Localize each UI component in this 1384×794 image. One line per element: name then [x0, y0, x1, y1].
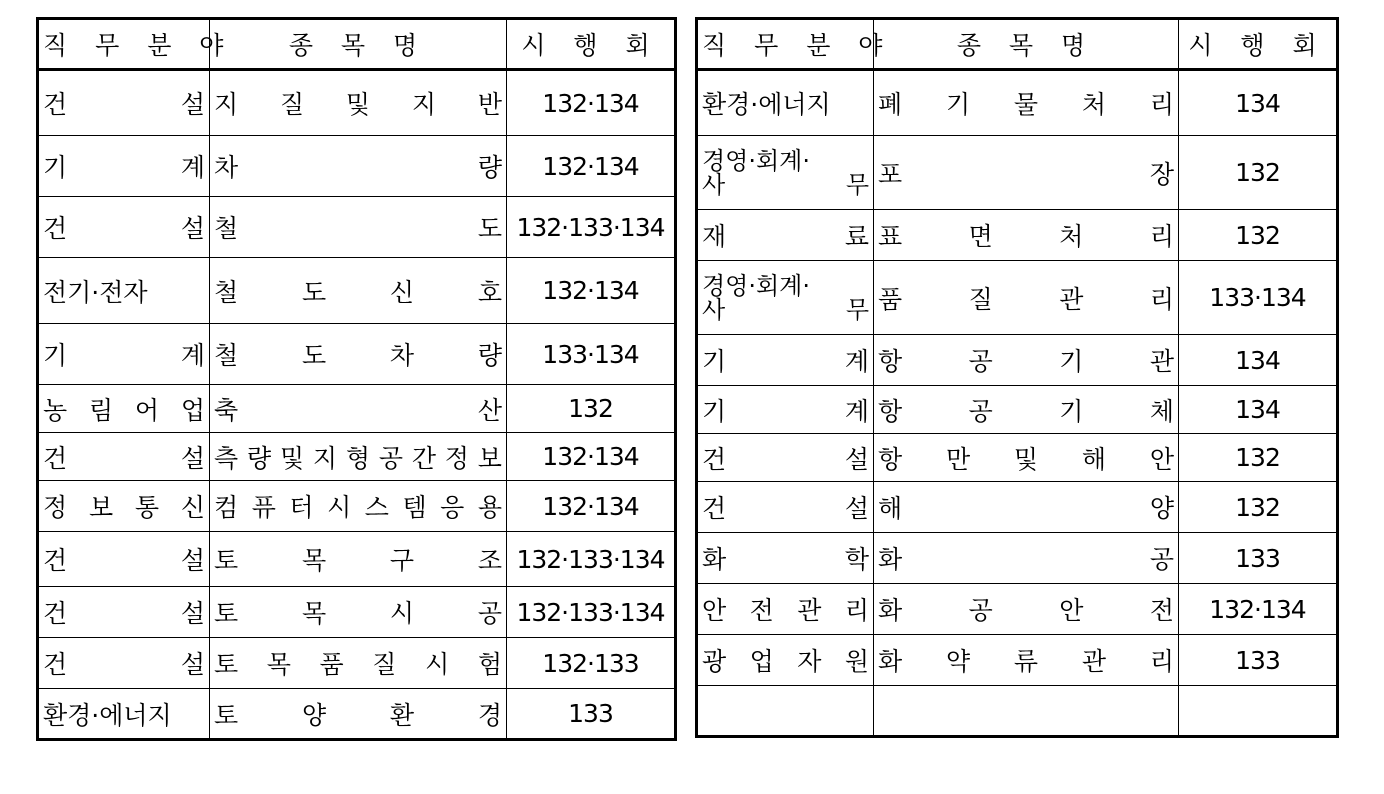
- item-label-part: 응: [440, 493, 465, 522]
- item-cell: [210, 197, 507, 258]
- item-label-part: 철: [214, 341, 239, 370]
- item-cell: [874, 70, 1179, 136]
- field-label: [43, 336, 205, 372]
- item-cell: [874, 261, 1179, 335]
- field-label-part: 재: [702, 222, 727, 251]
- field-cell: [38, 136, 210, 197]
- item-label-part: 품: [878, 284, 903, 314]
- item-label-part: 철: [214, 214, 239, 243]
- item-label: [878, 85, 1174, 121]
- item-label-part: 항: [878, 347, 903, 376]
- field-label: 전기·전자: [43, 277, 148, 307]
- item-label-part: 반: [477, 90, 502, 119]
- table-row: [38, 324, 676, 385]
- field-label-part: 무: [845, 170, 869, 199]
- item-cell: [874, 210, 1179, 261]
- item-label-part: 스: [364, 493, 389, 522]
- item-cell: [874, 635, 1179, 686]
- field-label: [43, 645, 205, 681]
- field-label: [43, 488, 205, 524]
- table-row: [697, 584, 1338, 635]
- header-field: 직 무 분 야: [697, 19, 874, 70]
- session-cell: 132·133·134: [507, 197, 676, 258]
- item-label-part: 처: [1081, 90, 1107, 119]
- item-label-part: 해: [1081, 444, 1107, 474]
- item-label-part: 장: [1149, 159, 1174, 189]
- field-label: [702, 591, 869, 627]
- session-cell: 133·134: [507, 324, 676, 385]
- field-cell: [697, 210, 874, 261]
- session-cell: 134: [1179, 335, 1338, 386]
- session-cell: 132: [507, 385, 676, 433]
- item-label: [214, 148, 502, 184]
- field-label: [702, 489, 869, 525]
- item-label: [214, 336, 502, 372]
- field-label-part: 계: [180, 153, 205, 182]
- field-cell: [38, 258, 210, 324]
- field-label-part: 건: [43, 650, 68, 679]
- item-label-part: 품: [319, 650, 344, 679]
- field-label-part: 업: [749, 647, 774, 676]
- item-label: [878, 217, 1174, 253]
- item-label-part: 터: [289, 493, 314, 522]
- item-cell: [210, 587, 507, 638]
- table-row: [697, 136, 1338, 210]
- field-label-part: 보: [88, 493, 114, 522]
- item-label-part: 및: [1013, 444, 1039, 474]
- item-label-part: 토: [214, 700, 239, 730]
- item-label-part: 목: [301, 599, 327, 628]
- header-session: 시 행 회: [507, 19, 676, 70]
- item-label-part: 항: [878, 396, 903, 426]
- field-cell: [38, 532, 210, 587]
- item-label-part: 양: [301, 700, 327, 730]
- item-label-part: 및: [345, 90, 371, 119]
- item-label-part: 도: [301, 277, 327, 307]
- field-label-part: 업: [180, 395, 205, 425]
- field-cell: [38, 385, 210, 433]
- item-label-part: 공: [968, 396, 993, 426]
- session-cell: 132·134: [1179, 584, 1338, 635]
- table-row: [697, 335, 1338, 386]
- item-label-part: 토: [214, 599, 239, 628]
- item-label-part: 표: [878, 222, 903, 251]
- item-label: [214, 696, 502, 732]
- item-label: [214, 488, 502, 524]
- item-label-part: 정: [444, 443, 469, 473]
- field-label-part: 계: [844, 347, 869, 376]
- table-row: [697, 386, 1338, 434]
- field-cell: [38, 587, 210, 638]
- item-cell: [874, 686, 1179, 737]
- item-label-part: 항: [878, 444, 903, 474]
- item-cell: [874, 335, 1179, 386]
- right-table: [695, 17, 1339, 738]
- field-label-part: 건: [43, 546, 68, 575]
- item-label: [214, 439, 502, 475]
- field-cell: [38, 197, 210, 258]
- item-label-part: 체: [1149, 396, 1174, 426]
- header-session: 시 행 회: [1179, 19, 1338, 70]
- item-cell: [210, 136, 507, 197]
- item-label-part: 전: [1149, 596, 1174, 625]
- field-label-part: 기: [702, 396, 727, 426]
- item-label: [214, 209, 502, 245]
- item-label-part: 화: [878, 647, 903, 676]
- item-cell: [210, 258, 507, 324]
- item-label-part: 시: [389, 599, 415, 628]
- session-cell: 134: [1179, 386, 1338, 434]
- item-label: [878, 591, 1174, 627]
- field-label-line1: 경영·회계·: [702, 146, 810, 175]
- item-label-part: 량: [477, 341, 502, 370]
- item-label-part: 퓨: [251, 493, 276, 522]
- item-label: [214, 645, 502, 681]
- field-label-part: 설: [180, 546, 205, 575]
- item-label-part: 토: [214, 546, 239, 575]
- field-label-part: 림: [88, 395, 114, 425]
- field-cell: [697, 686, 874, 737]
- field-label-part: 기: [702, 347, 727, 376]
- item-cell: [874, 434, 1179, 482]
- item-label-part: 공: [477, 599, 502, 628]
- item-cell: [210, 481, 507, 532]
- table-row: [38, 385, 676, 433]
- item-cell: [210, 70, 507, 136]
- field-label-part: 관: [797, 596, 822, 625]
- item-label-part: 폐: [878, 90, 903, 119]
- field-label: [702, 642, 869, 678]
- item-label: [214, 85, 502, 121]
- item-label-part: 호: [477, 277, 502, 307]
- field-label-part: 건: [702, 494, 727, 523]
- field-label-part: 건: [43, 599, 68, 628]
- item-label-part: 포: [878, 159, 903, 189]
- item-label: [214, 273, 502, 309]
- item-label-part: 목: [266, 650, 291, 679]
- session-cell: 132: [1179, 434, 1338, 482]
- field-label: [702, 146, 869, 199]
- field-label-part: 건: [43, 443, 68, 473]
- item-label-part: 시: [425, 650, 450, 679]
- item-label-part: 험: [477, 650, 502, 679]
- item-label-part: 템: [402, 493, 427, 522]
- field-label-line1: 경영·회계·: [702, 271, 810, 300]
- field-label-part: 원: [844, 647, 869, 676]
- table-row: [38, 587, 676, 638]
- table-row: [38, 689, 676, 740]
- item-label-part: 간: [411, 443, 436, 473]
- session-cell: 132·133: [507, 638, 676, 689]
- item-cell: [874, 482, 1179, 533]
- item-label-part: 기: [945, 90, 971, 119]
- field-label: [43, 209, 205, 245]
- field-label-part: 건: [43, 214, 68, 243]
- item-label-part: 안: [1149, 444, 1174, 474]
- item-label: [878, 642, 1174, 678]
- item-label-part: 환: [389, 700, 415, 730]
- field-cell: [697, 482, 874, 533]
- table-row: [38, 433, 676, 481]
- field-label: [43, 148, 205, 184]
- item-label-part: 리: [1149, 90, 1174, 119]
- item-label-part: 만: [945, 444, 971, 474]
- item-label: [878, 155, 1174, 191]
- item-label-part: 량: [477, 153, 502, 182]
- table-row: [697, 261, 1338, 335]
- field-label-part: 기: [43, 341, 68, 370]
- field-cell: [697, 584, 874, 635]
- item-label-part: 차: [214, 153, 239, 182]
- field-label-part: 설: [180, 443, 205, 473]
- table-row: [38, 481, 676, 532]
- item-label-part: 도: [301, 341, 327, 370]
- field-label-part: 무: [845, 295, 869, 324]
- session-cell: 133: [507, 689, 676, 740]
- field-cell: [697, 335, 874, 386]
- field-label: [43, 594, 205, 630]
- table-row: [697, 70, 1338, 136]
- session-cell: 132·134: [507, 481, 676, 532]
- field-label-part: 계: [844, 396, 869, 426]
- table-row: [38, 70, 676, 136]
- session-cell: 132·134: [507, 433, 676, 481]
- field-label: [43, 391, 205, 427]
- session-cell: 132: [1179, 210, 1338, 261]
- session-cell: 133: [1179, 635, 1338, 686]
- session-cell: 132·134: [507, 136, 676, 197]
- item-label-part: 경: [477, 700, 502, 730]
- session-cell: 133·134: [1179, 261, 1338, 335]
- item-label-part: 화: [878, 545, 903, 574]
- item-label: [878, 440, 1174, 476]
- field-label: [702, 540, 869, 576]
- field-label-part: 전: [749, 596, 774, 625]
- item-label-part: 목: [301, 546, 327, 575]
- item-cell: [210, 532, 507, 587]
- item-label-part: 공: [968, 347, 993, 376]
- item-label-part: 보: [477, 443, 502, 473]
- item-label-part: 화: [878, 596, 903, 625]
- field-label: 환경·에너지: [43, 700, 172, 730]
- table-row: [38, 136, 676, 197]
- item-cell: [210, 324, 507, 385]
- item-label: [878, 392, 1174, 428]
- item-label-part: 철: [214, 277, 239, 307]
- item-label: [878, 280, 1174, 316]
- item-label-part: 신: [389, 277, 415, 307]
- item-label-part: 지: [214, 90, 239, 119]
- item-label: [878, 540, 1174, 576]
- item-label-part: 도: [477, 214, 502, 243]
- table-row: [697, 686, 1338, 737]
- field-cell: [697, 533, 874, 584]
- field-cell: [38, 433, 210, 481]
- field-label: [43, 439, 205, 475]
- field-label: [702, 392, 869, 428]
- item-label-part: 공: [378, 443, 403, 473]
- field-label-part: 정: [43, 493, 68, 522]
- item-label-part: 량: [246, 443, 272, 473]
- table-row: [697, 533, 1338, 584]
- item-label-part: 관: [1149, 347, 1174, 376]
- table-row: [38, 532, 676, 587]
- item-label-part: 리: [1149, 222, 1174, 251]
- field-label-part: 계: [180, 341, 205, 370]
- item-label: [214, 594, 502, 630]
- item-label-part: 용: [477, 493, 502, 522]
- item-cell: [210, 433, 507, 481]
- item-label-part: 리: [1149, 647, 1174, 676]
- field-label-part: 설: [180, 214, 205, 243]
- field-cell: [697, 70, 874, 136]
- field-label: [702, 440, 869, 476]
- field-cell: [38, 689, 210, 740]
- item-label: [878, 342, 1174, 378]
- field-label: [43, 85, 205, 121]
- table-row: [697, 635, 1338, 686]
- item-label-part: 형: [345, 443, 371, 473]
- table-row: [38, 258, 676, 324]
- item-label-part: 류: [1013, 647, 1039, 676]
- item-label-part: 공: [968, 596, 993, 625]
- field-label-part: 안: [702, 596, 727, 625]
- field-label: [43, 541, 205, 577]
- item-label: [878, 489, 1174, 525]
- field-label-part: 료: [844, 222, 869, 251]
- item-cell: [874, 386, 1179, 434]
- table-row: [697, 434, 1338, 482]
- field-cell: [38, 324, 210, 385]
- field-label-part: 설: [180, 650, 205, 679]
- item-label-part: 관: [1081, 647, 1107, 676]
- item-label-part: 기: [1059, 396, 1084, 426]
- field-label-part: 어: [134, 395, 160, 425]
- session-cell: 133: [1179, 533, 1338, 584]
- field-label-part: 설: [180, 599, 205, 628]
- item-label-part: 질: [279, 90, 305, 119]
- field-label-part: 사: [702, 170, 726, 199]
- table-row: [697, 210, 1338, 261]
- session-cell: 134: [1179, 70, 1338, 136]
- field-cell: [697, 635, 874, 686]
- table-row: [38, 638, 676, 689]
- field-label-part: 건: [43, 90, 68, 119]
- field-label-part: 리: [844, 596, 869, 625]
- item-label-part: 구: [389, 546, 415, 575]
- item-cell: [210, 689, 507, 740]
- field-label-part: 광: [702, 647, 727, 676]
- item-label-part: 및: [279, 443, 305, 473]
- item-label-part: 시: [327, 493, 352, 522]
- field-label-part: 기: [43, 153, 68, 182]
- session-cell: [1179, 686, 1338, 737]
- item-label-part: 산: [477, 395, 502, 425]
- field-cell: [38, 481, 210, 532]
- field-cell: [697, 136, 874, 210]
- left-table: [36, 17, 677, 741]
- item-label-part: 기: [1059, 347, 1084, 376]
- item-label-part: 차: [389, 341, 415, 370]
- item-label-part: 리: [1149, 284, 1174, 314]
- session-cell: 132: [1179, 136, 1338, 210]
- item-label-part: 처: [1059, 222, 1084, 251]
- header-field: 직 무 분 야: [38, 19, 210, 70]
- item-label-part: 축: [214, 395, 239, 425]
- field-label-part: 설: [180, 90, 205, 119]
- field-label-part: 자: [797, 647, 822, 676]
- field-label-line2: [702, 295, 869, 324]
- item-label-part: 지: [312, 443, 338, 473]
- table-row: [38, 197, 676, 258]
- item-label-part: 해: [878, 494, 903, 523]
- session-cell: 132: [1179, 482, 1338, 533]
- table-row: [697, 482, 1338, 533]
- field-cell: [38, 638, 210, 689]
- field-label-part: 건: [702, 444, 727, 474]
- field-label-part: 설: [844, 494, 869, 523]
- session-cell: 132·133·134: [507, 532, 676, 587]
- item-label-part: 조: [477, 546, 502, 575]
- field-cell: [697, 434, 874, 482]
- field-label-part: 설: [844, 444, 869, 474]
- field-label: 환경·에너지: [702, 90, 831, 119]
- field-label-line2: [702, 170, 869, 199]
- field-label: [702, 342, 869, 378]
- field-label-part: 농: [43, 395, 68, 425]
- item-label-part: 질: [968, 284, 993, 314]
- item-label-part: 면: [968, 222, 993, 251]
- item-label-part: 물: [1013, 90, 1039, 119]
- field-cell: [697, 261, 874, 335]
- item-label-part: 공: [1149, 545, 1174, 574]
- item-label-part: 질: [372, 650, 397, 679]
- item-cell: [874, 533, 1179, 584]
- field-label: [702, 217, 869, 253]
- field-cell: [697, 386, 874, 434]
- item-label: [214, 391, 502, 427]
- item-label-part: 토: [214, 650, 239, 679]
- item-cell: [874, 136, 1179, 210]
- item-cell: [210, 638, 507, 689]
- field-cell: [38, 70, 210, 136]
- session-cell: 132·133·134: [507, 587, 676, 638]
- item-label-part: 관: [1059, 284, 1084, 314]
- field-label-part: 통: [134, 493, 160, 522]
- field-label-part: 신: [180, 493, 205, 522]
- item-cell: [210, 385, 507, 433]
- field-label-part: 화: [702, 545, 727, 574]
- item-label-part: 지: [411, 90, 437, 119]
- item-label-part: 안: [1059, 596, 1084, 625]
- item-label-part: 양: [1149, 494, 1174, 523]
- item-label-part: 컴: [214, 493, 239, 522]
- session-cell: 132·134: [507, 70, 676, 136]
- session-cell: 132·134: [507, 258, 676, 324]
- item-cell: [874, 584, 1179, 635]
- item-label: [214, 541, 502, 577]
- field-label-part: 학: [844, 545, 869, 574]
- right-table-body: [697, 70, 1338, 737]
- item-label-part: 측: [214, 443, 239, 473]
- left-table-body: [38, 70, 676, 740]
- item-label-part: 약: [945, 647, 971, 676]
- header-item: 종 목 명: [874, 19, 1179, 70]
- field-label-part: 사: [702, 295, 726, 324]
- header-item: 종 목 명: [210, 19, 507, 70]
- field-label: [702, 271, 869, 324]
